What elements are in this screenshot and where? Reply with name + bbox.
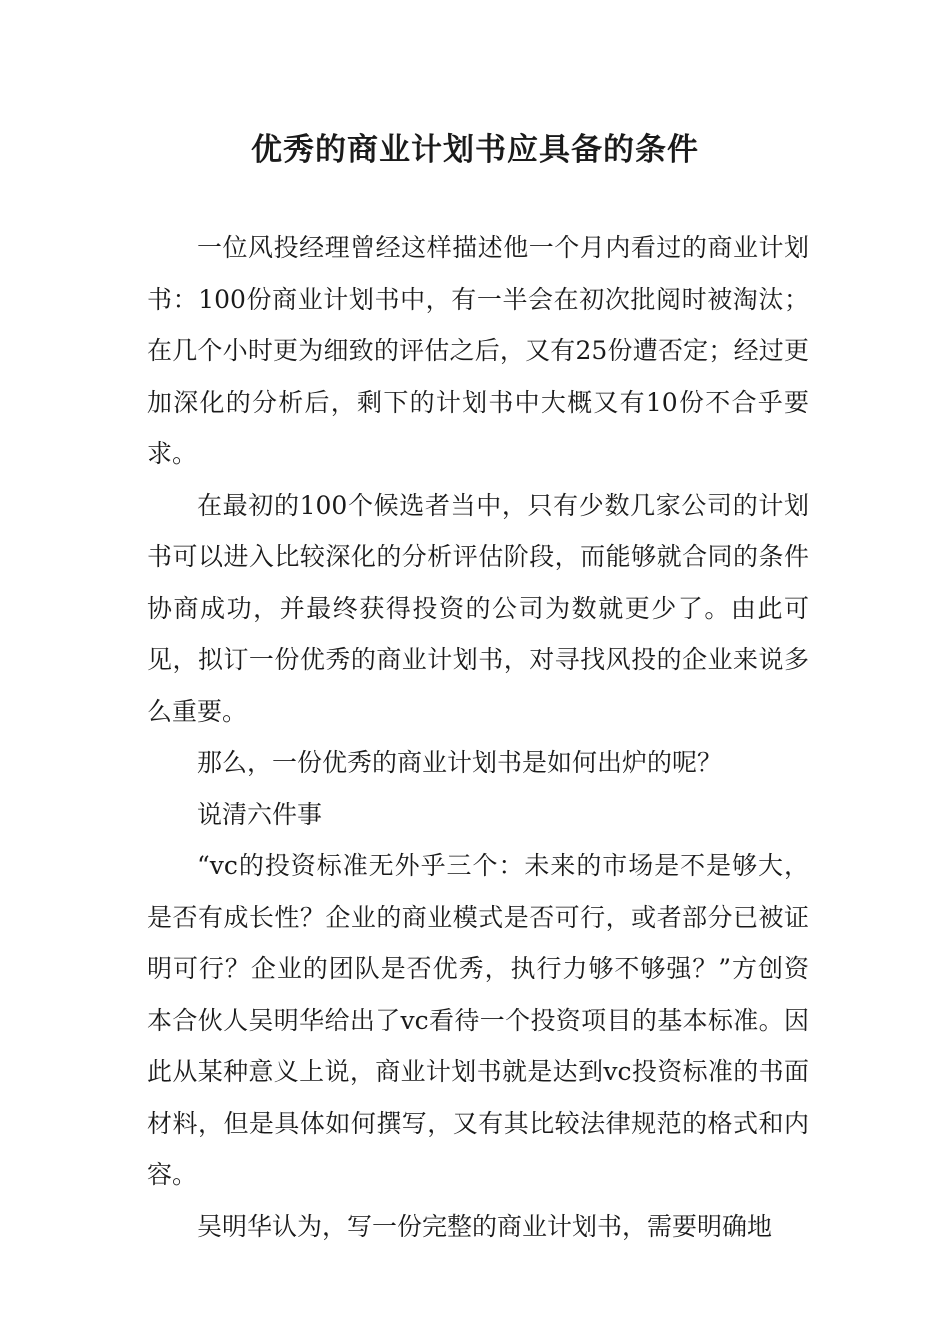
paragraph-3: 那么，一份优秀的商业计划书是如何出炉的呢？ (197, 748, 723, 777)
document-title: 优秀的商业计划书应具备的条件 (251, 132, 699, 168)
document-body (147, 222, 809, 1252)
section-heading: 说清六件事 (197, 799, 323, 829)
paragraph-2: 在最初的100个候选者当中，只有少数几家公司的计划书可以进入比较深化的分析评估阶段，而能够就合同的条件协商成功，并最终获得投资的公司为数就更少了。由此可见，拟订一份优秀的商业计划书，对寻找风投的企业来说多么重要。 (147, 490, 809, 726)
paragraph-5: 吴明华认为，写一份完整的商业计划书，需要明确地 (197, 1211, 773, 1241)
paragraph-1: 一位风投经理曾经这样描述他一个月内看过的商业计划书：100份商业计划书中，有一半会在初次批阅时被淘汰；在几个小时更为细致的评估之后，又有25份遭否定；经过更加深化的分析后，剩下的计划书中大概又有10份不合乎要求。 (147, 233, 809, 468)
paragraph-4: “vc的投资标准无外乎三个：未来的市场是不是够大，是否有成长性？企业的商业模式是否可行，或者部分已被证明可行？企业的团队是否优秀，执行力够不够强？”方创资本合伙人吴明华给出了vc看待一个投资项目的基本标准。因此从某种意义上说，商业计划书就是达到vc投资标准的书面材料，但是具体如何撰写，又有其比较法律规范的格式和内容。 (147, 851, 809, 1189)
